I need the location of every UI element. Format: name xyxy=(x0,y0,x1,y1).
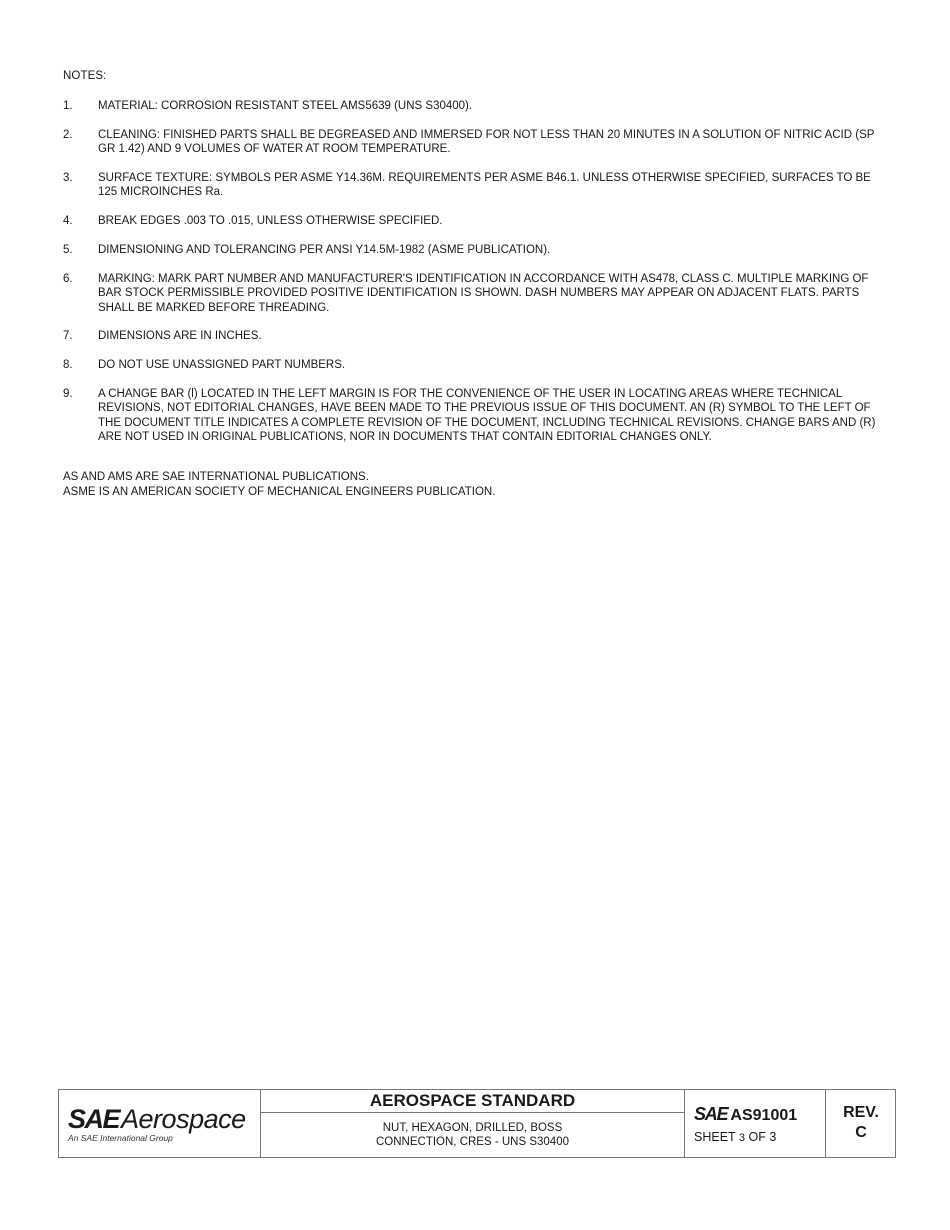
revision-label: REV. xyxy=(843,1104,879,1121)
notes-heading: NOTES: xyxy=(63,70,107,82)
document-number-line xyxy=(694,1104,797,1125)
note-text: DO NOT USE UNASSIGNED PART NUMBERS. xyxy=(98,359,346,372)
title-block-rev-cell xyxy=(826,1090,896,1157)
logo-tagline: An SAE International Group xyxy=(68,1133,173,1143)
sheet-current: 3 xyxy=(738,1132,746,1144)
note-number: 3. xyxy=(63,172,73,184)
note-item xyxy=(63,128,893,157)
sae-small-logo: SAE xyxy=(694,1104,728,1124)
sae-aerospace-logo xyxy=(68,1104,246,1135)
logo-sae-text: SAE xyxy=(68,1104,120,1134)
logo-aerospace-text: Aerospace xyxy=(121,1104,246,1134)
note-text: BREAK EDGES .003 TO .015, UNLESS OTHERWISE SPECIFIED. xyxy=(98,215,443,228)
revision-value: C xyxy=(855,1124,867,1141)
note-number: 7. xyxy=(63,330,73,343)
note-number: 9. xyxy=(63,388,73,400)
note-text: DIMENSIONING AND TOLERANCING PER ANSI Y14.5M-1982 (ASME PUBLICATION). xyxy=(98,244,551,256)
sheet-indicator xyxy=(694,1130,776,1144)
title-block xyxy=(58,1089,896,1158)
note-text: A CHANGE BAR (l) LOCATED IN THE LEFT MARGIN IS FOR THE CONVENIENCE OF THE USER IN LOCATING AREAS WHERE TECHNICAL REVISIONS, NOT EDITORIAL CHANGES, HAVE BEEN MADE TO THE PREVIOUS ISSUE OF THIS DOCUMENT. AN (R) SYMBOL TO THE LEFT OF THE DOCUMENT TITLE INDICATES A COMPLETE REVISION OF THE DOCUMENT, INCLUDING TECHNICAL REVISIONS. CHANGE BARS AND (R) ARE NOT USED IN ORIGINAL PUBLICATIONS, NOR IN DOCUMENTS THAT CONTAIN EDITORIAL CHANGES ONLY. xyxy=(98,388,876,444)
note-number: 2. xyxy=(63,128,73,141)
standard-heading: AEROSPACE STANDARD xyxy=(261,1090,684,1113)
note-number: 5. xyxy=(63,244,73,256)
title-block-logo-cell xyxy=(59,1090,261,1157)
note-item xyxy=(63,272,893,315)
title-block-title-cell xyxy=(261,1090,685,1157)
document-number: AS91001 xyxy=(730,1107,798,1124)
note-item xyxy=(63,214,893,228)
note-item xyxy=(63,358,893,372)
note-item xyxy=(63,99,893,113)
publication-line: AS AND AMS ARE SAE INTERNATIONAL PUBLICATIONS. xyxy=(63,471,369,483)
note-item xyxy=(63,243,893,257)
note-number: 1. xyxy=(63,100,73,112)
note-number: 6. xyxy=(63,272,73,285)
note-text: MARKING: MARK PART NUMBER AND MANUFACTURER'S IDENTIFICATION IN ACCORDANCE WITH AS478, CLASS C. MULTIPLE MARKING OF BAR STOCK PERMISSIBLE PROVIDED POSITIVE IDENTIFICATION IS SHOWN. DASH NUMBERS MAY APPEAR ON ADJACENT FLATS. PARTS SHALL BE MARKED BEFORE THREADING. xyxy=(98,272,869,314)
note-number: 4. xyxy=(63,215,73,228)
note-text: SURFACE TEXTURE: SYMBOLS PER ASME Y14.36M. REQUIREMENTS PER ASME B46.1. UNLESS OTHERWISE SPECIFIED, SURFACES TO BE 125 MICROINCHES Ra. xyxy=(98,172,871,199)
document-title-line: CONNECTION, CRES - UNS S30400 xyxy=(376,1136,569,1148)
note-item xyxy=(63,171,893,200)
title-block-docnum-cell xyxy=(685,1090,826,1157)
note-text: DIMENSIONS ARE IN INCHES. xyxy=(98,330,262,343)
notes-list xyxy=(63,99,893,459)
sheet-prefix: SHEET xyxy=(694,1130,739,1144)
publications-note xyxy=(63,470,495,499)
note-text: CLEANING: FINISHED PARTS SHALL BE DEGREASED AND IMMERSED FOR NOT LESS THAN 20 MINUTES IN A SOLUTION OF NITRIC ACID (SP GR 1.42) AND 9 VOLUMES OF WATER AT ROOM TEMPERATURE. xyxy=(98,128,875,156)
sheet-suffix: OF 3 xyxy=(745,1130,777,1144)
note-item xyxy=(63,329,893,343)
note-number: 8. xyxy=(63,359,73,372)
publication-line: ASME IS AN AMERICAN SOCIETY OF MECHANICAL ENGINEERS PUBLICATION. xyxy=(63,485,496,498)
note-text: MATERIAL: CORROSION RESISTANT STEEL AMS5639 (UNS S30400). xyxy=(98,100,473,112)
note-item xyxy=(63,387,893,445)
document-title xyxy=(261,1121,684,1149)
document-title-line: NUT, HEXAGON, DRILLED, BOSS xyxy=(382,1122,563,1134)
